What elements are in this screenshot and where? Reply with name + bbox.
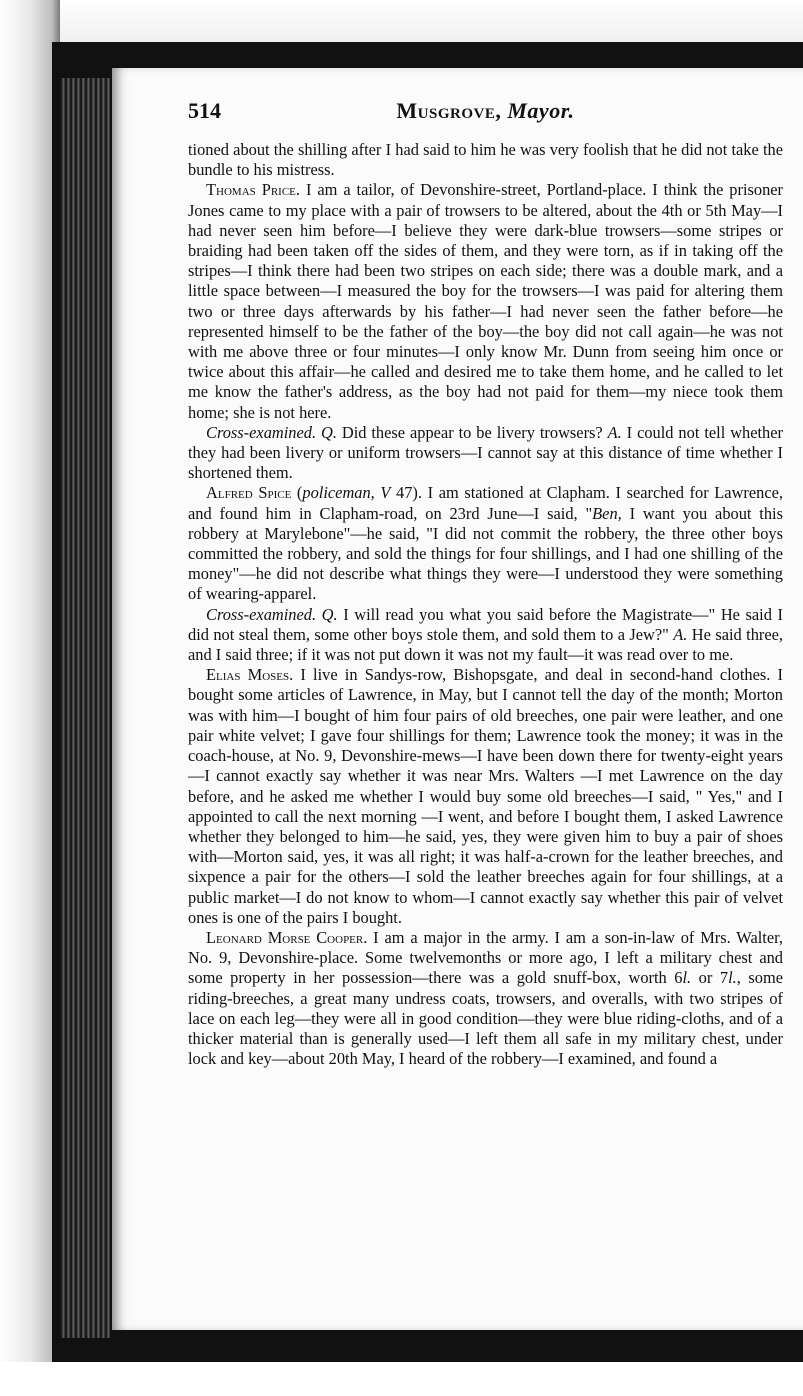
paren-open: (	[291, 483, 303, 503]
answer-marker: A.	[607, 422, 622, 442]
answer-text: I could not tell whether they had been livery or uniform trowsers—I cannot say at this distance of time whether I shortened them.	[188, 422, 783, 483]
page-number: 514	[188, 98, 221, 123]
paragraph-text: tioned about the shilling after I had said to him he was very foolish that he did not take the bundle to his mistress.	[188, 140, 783, 180]
running-head	[188, 98, 783, 124]
binding-shadow	[0, 0, 60, 1396]
page-edges	[60, 78, 110, 1340]
cross-examined-label: Cross-examined.	[206, 604, 317, 624]
question-marker: Q.	[320, 422, 337, 442]
paragraph-leonard-morse-cooper	[188, 928, 783, 1069]
body-text	[188, 140, 783, 1069]
running-head-title: Mayor.	[507, 98, 575, 123]
paragraph-text: I am stationed at Clapham. I searched for Lawrence, and found him in Clapham-road, on 23rd June—I said, "	[188, 483, 783, 523]
speaker-name: Elias Moses.	[206, 665, 294, 685]
paragraph-elias-moses	[188, 665, 783, 928]
speaker-role: policeman, V	[302, 483, 391, 503]
question-text: Did these appear to be livery trowsers?	[336, 422, 608, 442]
question-text: I will read you what you said before the Magistrate—" He said I did not steal them, some other boys stole them, and sold them to a Jew?"	[188, 604, 783, 644]
question-marker: Q.	[321, 604, 338, 624]
running-head-name: Musgrove,	[396, 98, 502, 123]
paragraph-thomas-price	[188, 180, 783, 422]
currency-pound: l.	[682, 968, 692, 988]
paragraph-alfred-spice	[188, 483, 783, 604]
book-page	[112, 68, 803, 1330]
speaker-name: Thomas Price.	[206, 180, 300, 200]
answer-marker: A.	[673, 624, 688, 644]
paragraph-cross-examined-2	[188, 605, 783, 666]
paragraph-text: , some riding-breeches, a great many undress coats, trowsers, and overalls, with two stripes of lace on each leg—they were all in good condition—they were blue riding-cloths, and of a thicker material than is generally used—I left them all safe in my military chest, under lock and key—about 20th May, I heard of the robbery—I examined, and found a	[188, 968, 783, 1069]
cross-examined-label: Cross-examined.	[206, 422, 317, 442]
paragraph-text: I want you about this robbery at Marylebone"—he said, "I did not commit the robbery, the three other boys committed the robbery, and sold the things for four shillings, and I had one shilling of the money"—he did not describe what things they were—I understood they were something of wearing-apparel.	[188, 503, 783, 604]
page-content	[188, 92, 783, 1069]
page-header	[188, 92, 783, 126]
paragraph-text: I live in Sandys-row, Bishopsgate, and deal in second-hand clothes. I bought some articles of Lawrence, in May, but I cannot tell the day of the month; Morton was with him—I bought of him four pairs of old breeches, one pair were leather, and one pair white velvet; I gave four shillings for them; Lawrence took the money; it was in the coach-house, at No. 9, Devonshire-mews—I have been down there for twenty-eight years—I cannot exactly say whether it was near Mrs. Walters —I met Lawrence on the day before, and he asked me whether I would buy some old breeches—I said, " Yes," and I appointed to call the next morning —I went, and before I bought them, I asked Lawrence whether they belonged to him—he said, yes, they were given him to buy a pair of shoes with—Morton said, yes, it was all right; it was half-a-crown for the leather breeches, and sixpence a pair for the others—I sold the leather breeches again for four shillings, at a public market—I do not know to whom—I cannot exactly say whether this pair of velvet ones is one of the pairs I bought.	[188, 665, 784, 927]
speaker-name: Alfred Spice	[206, 483, 292, 503]
speaker-number: 47).	[390, 483, 422, 503]
paragraph-text: or 7	[691, 968, 729, 988]
paragraph-continued	[188, 140, 783, 180]
scan-bottom-margin	[0, 1362, 803, 1396]
paragraph-text: I am a tailor, of Devonshire-street, Portland-place. I think the prisoner Jones came to my place with a pair of trowsers to be altered, about the 4th or 5th May—I had never seen him before—I believe they were dark-blue trowsers—some stripes or braiding had been taken off the sides of them, and they were torn, as if in taking off the stripes—I think there had been two stripes on each side; there was a double mark, and a little space between—I measured the boy for the trowsers—I was paid for altering them two or three days afterwards by his father—I had never seen the father before—he represented himself to be the father of the boy—the boy did not call again—he was not with me above three or four minutes—I only know Mr. Dunn from seeing him once or twice about this affair—he called and desired me to take them home, and he called to let me know the father's address, as the boy had not paid for them—my niece took them home; she is not here.	[188, 180, 784, 422]
paragraph-text: I am a major in the army. I am a son-in-law of Mrs. Walter, No. 9, Devonshire-place. Some twelvemonths or more ago, I left a military chest and some property in her possession—there was a gold snuff-box, worth 6	[188, 927, 783, 988]
answer-text: He said three, and I said three; if it was not put down it was not my fault—it was read over to me.	[188, 624, 783, 665]
speaker-name: Leonard Morse Cooper.	[206, 927, 368, 947]
currency-pound: l.	[728, 968, 737, 988]
paragraph-cross-examined-1	[188, 423, 783, 484]
book-bottom-edge	[52, 1338, 803, 1362]
quoted-name: Ben,	[592, 503, 622, 523]
